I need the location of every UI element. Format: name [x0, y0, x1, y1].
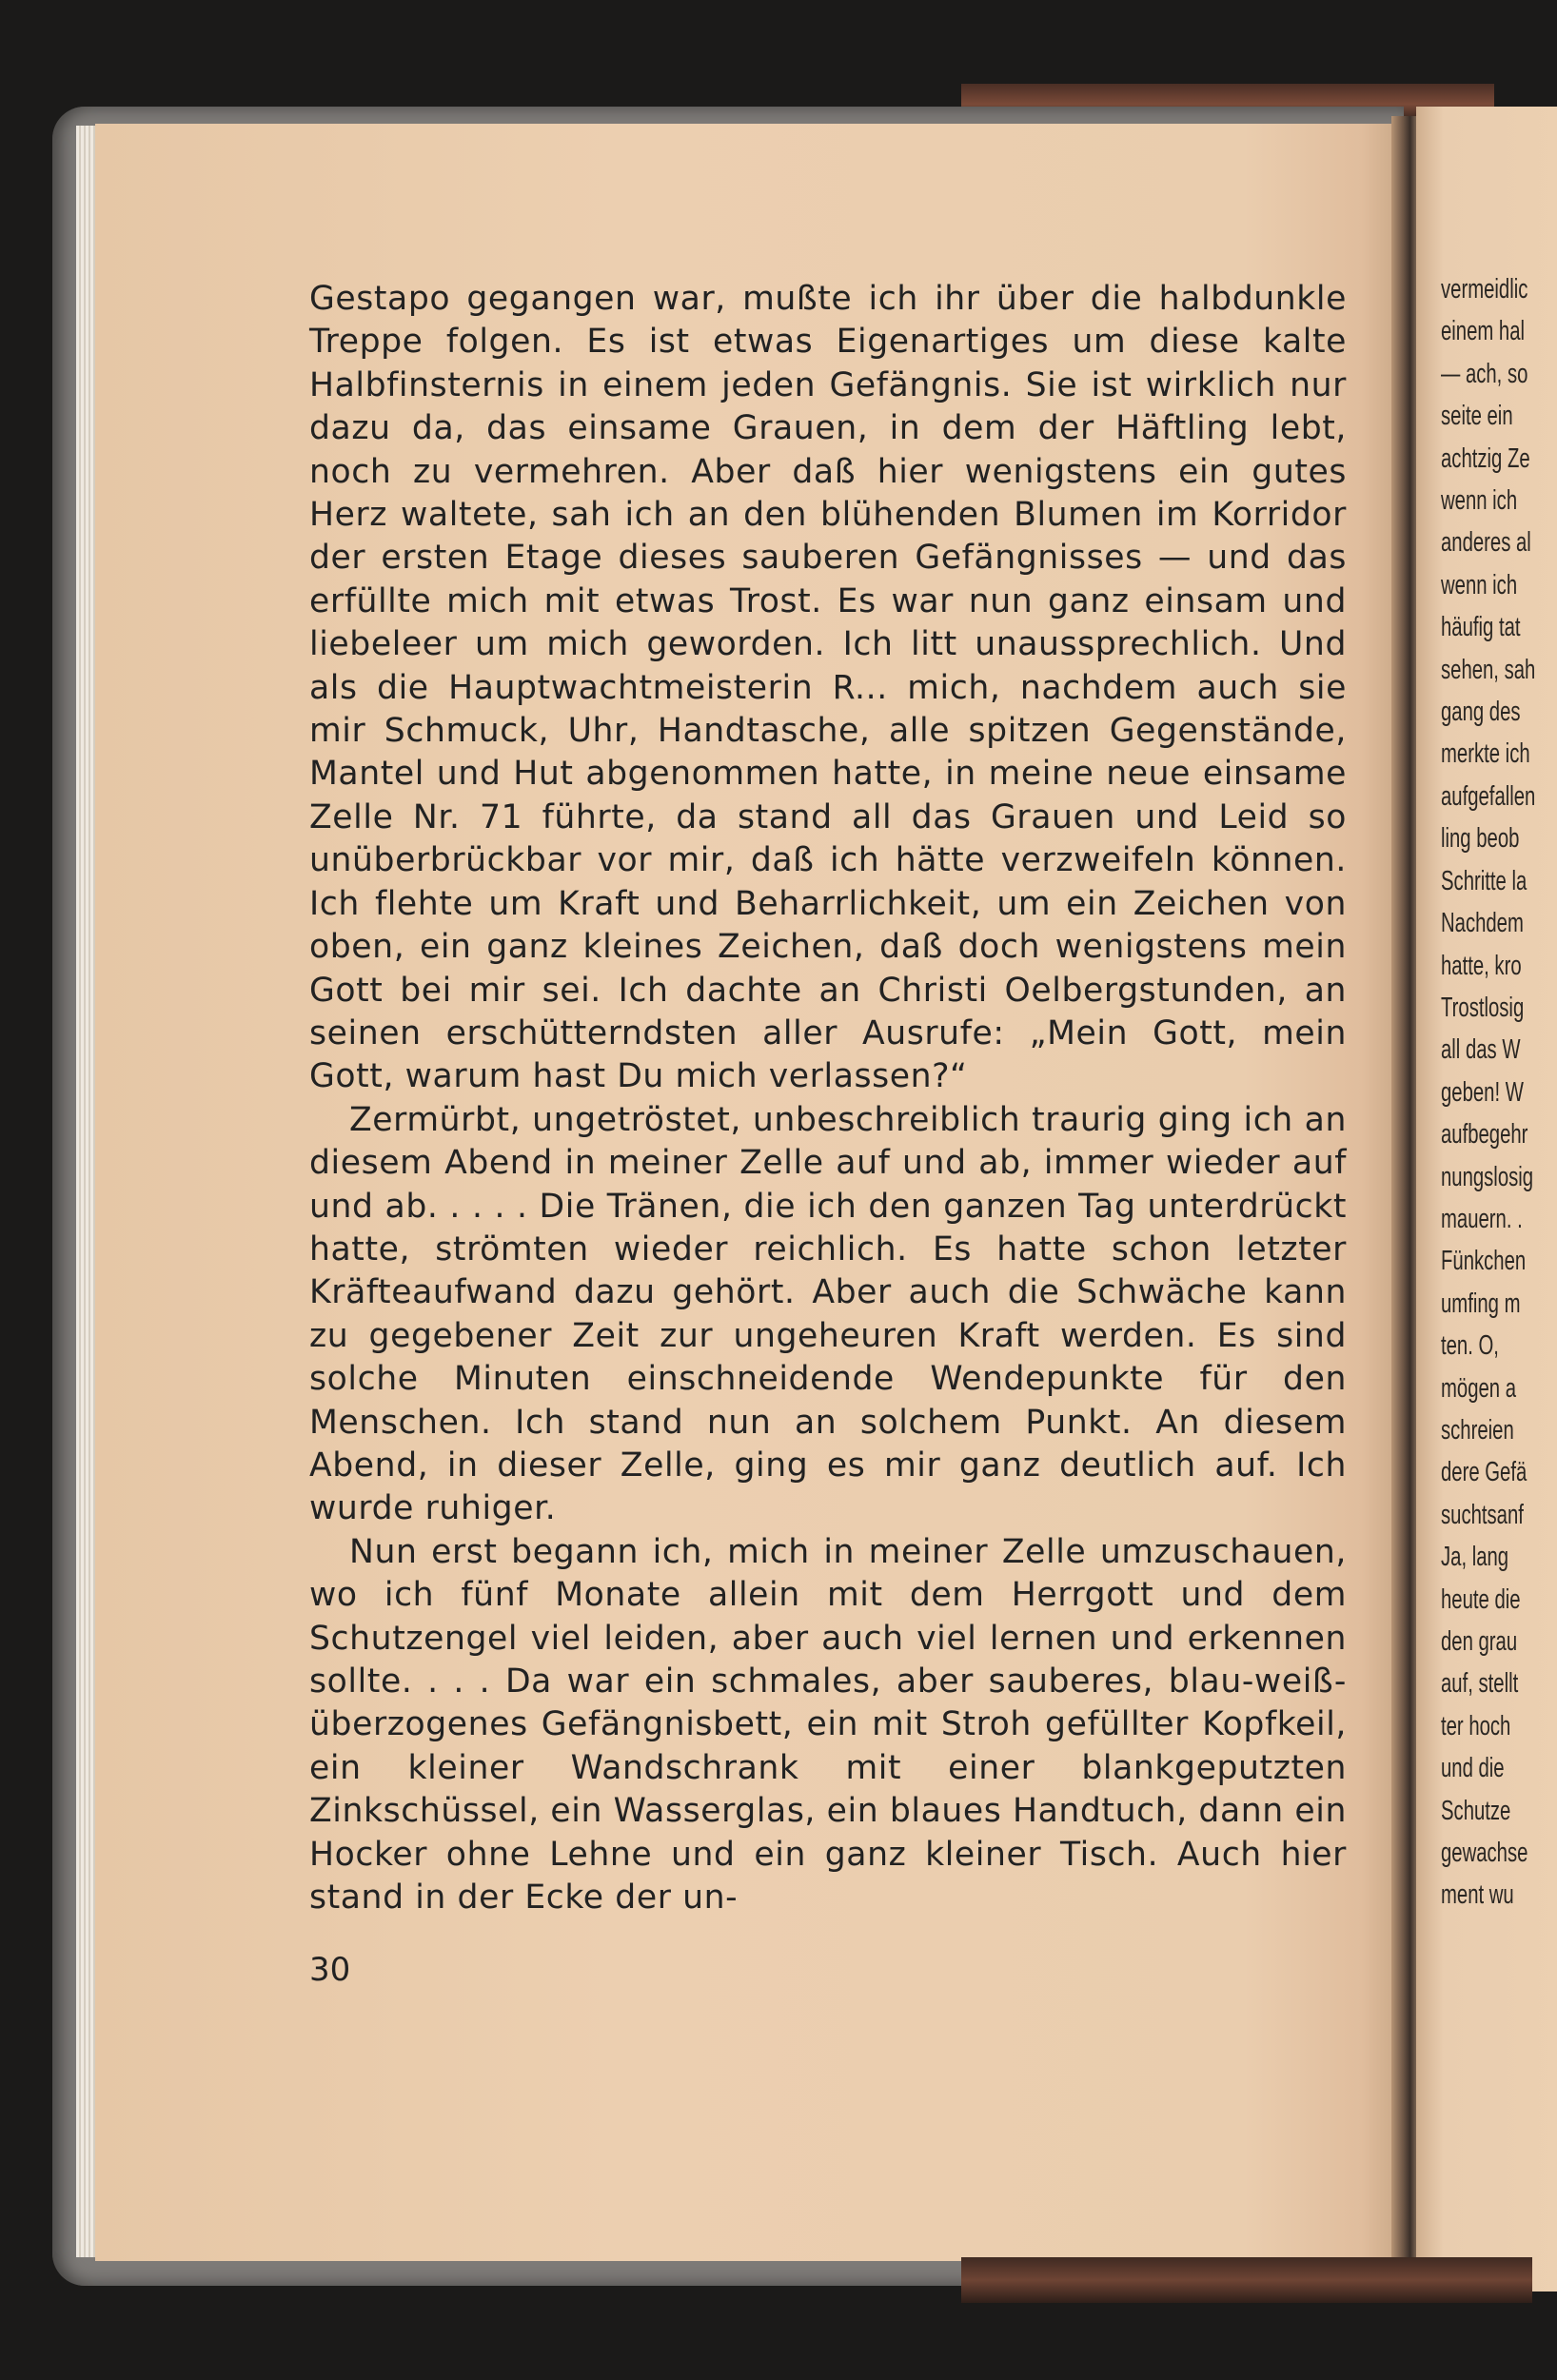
right-page-line: wenn ich: [1441, 485, 1518, 517]
right-page-text: [1441, 268, 1557, 1917]
right-page-line: den grau: [1441, 1626, 1518, 1657]
right-page-line: einem hal: [1441, 316, 1526, 347]
right-page-line: ment wu: [1441, 1879, 1514, 1911]
right-page-line: vermeidlic: [1441, 274, 1528, 305]
right-page-line: heute die: [1441, 1583, 1521, 1615]
right-page-line: Schutze: [1441, 1795, 1511, 1826]
cover-spine-bottom: [961, 2257, 1532, 2303]
right-page-line: hatte, kro: [1441, 950, 1522, 981]
right-page-line: aufgefallen: [1441, 780, 1536, 812]
right-page-line: gewachse: [1441, 1838, 1528, 1869]
right-page-line: — ach, so: [1441, 358, 1528, 389]
right-page-line: dere Gefä: [1441, 1457, 1527, 1488]
right-page-line: Schritte la: [1441, 865, 1527, 896]
right-page-line: ling beob: [1441, 823, 1520, 855]
right-page-line: suchtsanf: [1441, 1499, 1524, 1530]
right-page-line: schreien: [1441, 1414, 1514, 1446]
paragraph: Gestapo gegangen war, mußte ich ihr über die halbdunkle Treppe folgen. Es ist etwas Eigenartiges um diese kalte Halbfinsternis in einem jeden Gefängnis. Sie ist wirklich nur dazu da, das einsame Grauen, in dem der Häftling lebt, noch zu vermehren. Aber daß hier wenigstens ein gutes Herz waltete, sah ich an den blühenden Blumen im Korridor der ersten Etage dieses sauberen Gefängnisses — und das erfüllte mich mit etwas Trost. Es war nun ganz einsam und liebeleer um mich geworden. Ich litt unaussprechlich. Und als die Hauptwachtmeisterin R... mich, nachdem auch sie mir Schmuck, Uhr, Handtasche, alle spitzen Gegenstände, Mantel und Hut abgenommen hatte, in meine neue einsame Zelle Nr. 71 führte, da stand all das Grauen und Leid so unüberbrückbar vor mir, daß ich hätte verzweifeln können. Ich flehte um Kraft und Beharrlichkeit, um ein Zeichen von oben, ein ganz kleines Zeichen, daß doch wenigstens mein Gott bei mir sei. Ich dachte an Christi Oelbergstunden, an seinen erschütterndsten aller Ausrufe: „Mein Gott, mein Gott, warum hast Du mich verlassen?“: [309, 280, 1347, 1096]
right-page-line: sehen, sah: [1441, 654, 1536, 685]
right-page-line: merkte ich: [1441, 738, 1530, 770]
right-page-line: Trostlosig: [1441, 992, 1525, 1023]
right-page-line: seite ein: [1441, 401, 1513, 432]
right-page-line: gang des: [1441, 697, 1521, 728]
right-page-line: anderes al: [1441, 527, 1531, 559]
right-page-line: ten. O,: [1441, 1330, 1499, 1362]
page-number: 30: [309, 1951, 351, 1989]
right-page-line: nungslosig: [1441, 1161, 1534, 1192]
right-page-line: achtzig Ze: [1441, 443, 1530, 474]
left-page-text: [309, 278, 1347, 1919]
paragraph: Nun erst begann ich, mich in meiner Zelle umzuschauen, wo ich fünf Monate allein mit dem Herrgott und dem Schutzengel viel leiden, aber auch viel lernen und erkennen sollte. . . . Da war ein schmales, aber sauberes, blau-weiß-überzogenes Gefängnisbett, ein mit Stroh gefüllter Kopfkeil, ein kleiner Wandschrank mit einer blankgeputzten Zinkschüssel, ein Wasserglas, ein blaues Handtuch, dann ein Hocker ohne Lehne und ein ganz kleiner Tisch. Auch hier stand in der Ecke der un-: [309, 1532, 1347, 1918]
right-page-line: mauern. .: [1441, 1203, 1523, 1234]
right-page-line: mögen a: [1441, 1372, 1517, 1404]
right-page-line: wenn ich: [1441, 569, 1518, 600]
right-page-line: ter hoch: [1441, 1710, 1511, 1741]
right-page-line: all das W: [1441, 1034, 1521, 1066]
right-page-line: geben! W: [1441, 1076, 1524, 1108]
right-page-line: häufig tat: [1441, 612, 1521, 643]
right-page-line: aufbegehr: [1441, 1119, 1528, 1151]
right-page: [1416, 107, 1557, 2291]
right-page-line: und die: [1441, 1753, 1505, 1784]
right-page-line: auf, stellt: [1441, 1668, 1519, 1700]
right-page-line: Ja, lang: [1441, 1542, 1509, 1573]
right-page-line: Nachdem: [1441, 908, 1524, 939]
paragraph: Zermürbt, ungetröstet, unbeschreiblich traurig ging ich an diesem Abend in meiner Zelle auf und ab, immer wieder auf und ab. . . . . Die Tränen, die ich den ganzen Tag unterdrückt hatte, strömten wieder reichlich. Es hatte schon letzter Kräfteaufwand dazu gehört. Aber auch die Schwäche kann zu gegebener Zeit zur ungeheuren Kraft werden. Es sind solche Minuten einschneidende Wendepunkte für den Menschen. Ich stand nun an solchem Punkt. An diesem Abend, in dieser Zelle, ging es mir ganz deutlich auf. Ich wurde ruhiger.: [309, 1100, 1347, 1528]
book-gutter: [1391, 116, 1418, 2276]
right-page-line: Fünkchen: [1441, 1246, 1527, 1277]
right-page-line: umfing m: [1441, 1288, 1521, 1319]
